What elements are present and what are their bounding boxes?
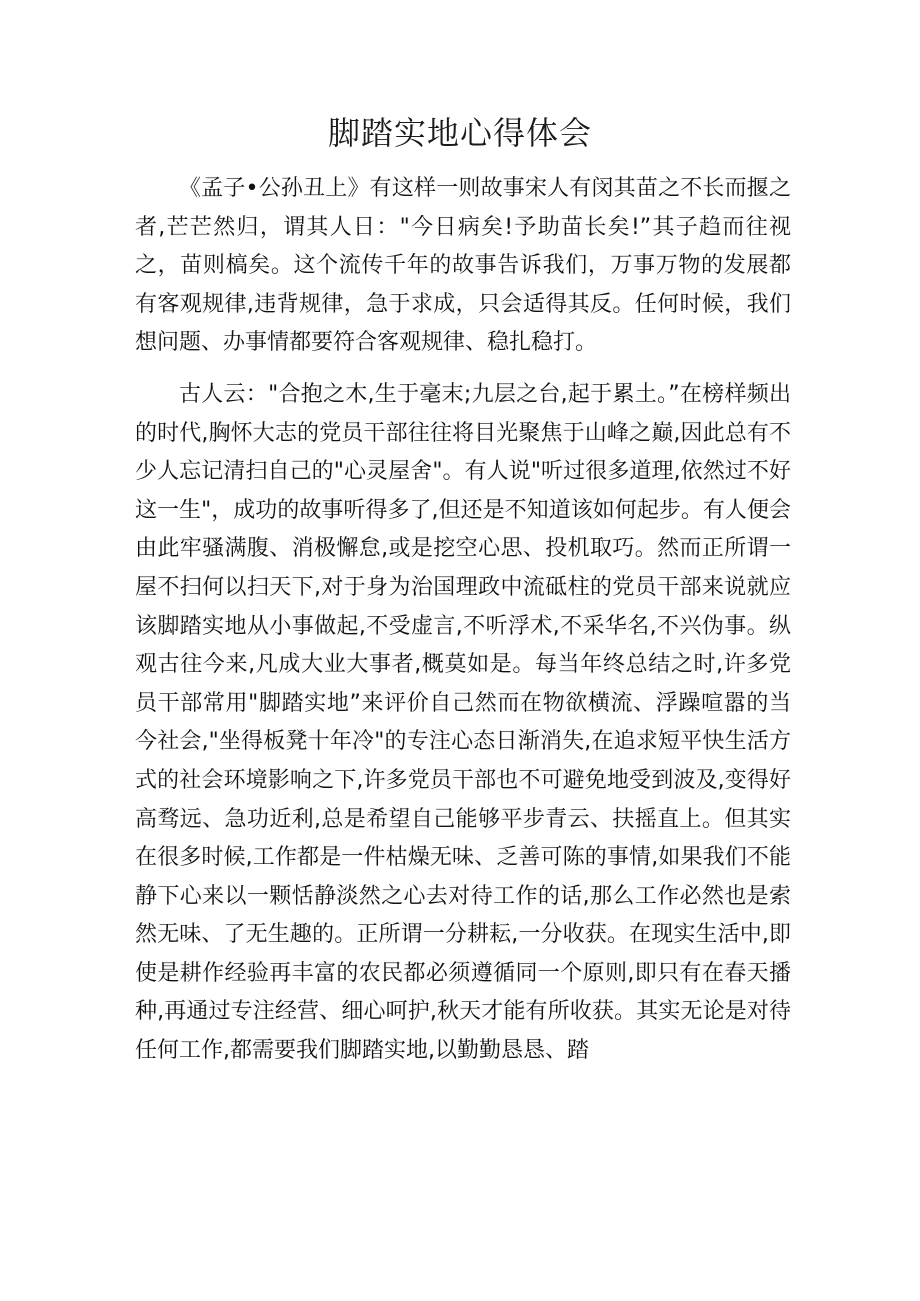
document-body <box>135 170 791 1071</box>
document-title: 脚踏实地心得体会 <box>327 114 592 152</box>
paragraph-2: 古人云："合抱之木,生于毫末;九层之台,起于累土。”在榜样频出的时代,胸怀大志的党员干部往往将目光聚焦于山峰之巅,因此总有不少人忘记清扫自己的"心灵屋舍"。有人说"听过很多道理,依然过不好这一生"，成功的故事听得多了,但还是不知道该如何起步。有人便会由此牢骚满腹、消极懈怠,或是挖空心思、投机取巧。然而正所谓一屋不扫何以扫天下,对于身为治国理政中流砥柱的党员干部来说就应该脚踏实地从小事做起,不受虚言,不听浮术,不采华名,不兴伪事。纵观古往今来,凡成大业大事者,概莫如是。每当年终总结之时,许多党员干部常用"脚踏实地”来评价自己然而在物欲横流、浮躁喧嚣的当今社会,"坐得板凳十年冷"的专注心态日渐消失,在追求短平快生活方式的社会环境影响之下,许多党员干部也不可避免地受到波及,变得好高骛远、急功近利,总是希望自己能够平步青云、扶摇直上。但其实在很多时候,工作都是一件枯燥无味、乏善可陈的事情,如果我们不能静下心来以一颗恬静淡然之心去对待工作的话,那么工作必然也是索然无味、了无生趣的。正所谓一分耕耘,一分收获。在现实生活中,即使是耕作经验再丰富的农民都必须遵循同一个原则,即只有在春天播种,再通过专注经营、细心呵护,秋天才能有所收获。其实无论是对待任何工作,都需要我们脚踏实地,以勤勤恳恳、踏 <box>135 381 791 1064</box>
paragraph-1: 《孟子•公孙丑上》有这样一则故事宋人有闵其苗之不长而揠之者,芒芒然归，谓其人日："今日病矣!予助苗长矣!”其子趋而往视之，苗则槁矣。这个流传千年的故事告诉我们，万事万物的发展都有客观规律,违背规律，急于求成，只会适得其反。任何时候，我们想问题、办事情都要符合客观规律、稳扎稳打。 <box>135 176 791 356</box>
